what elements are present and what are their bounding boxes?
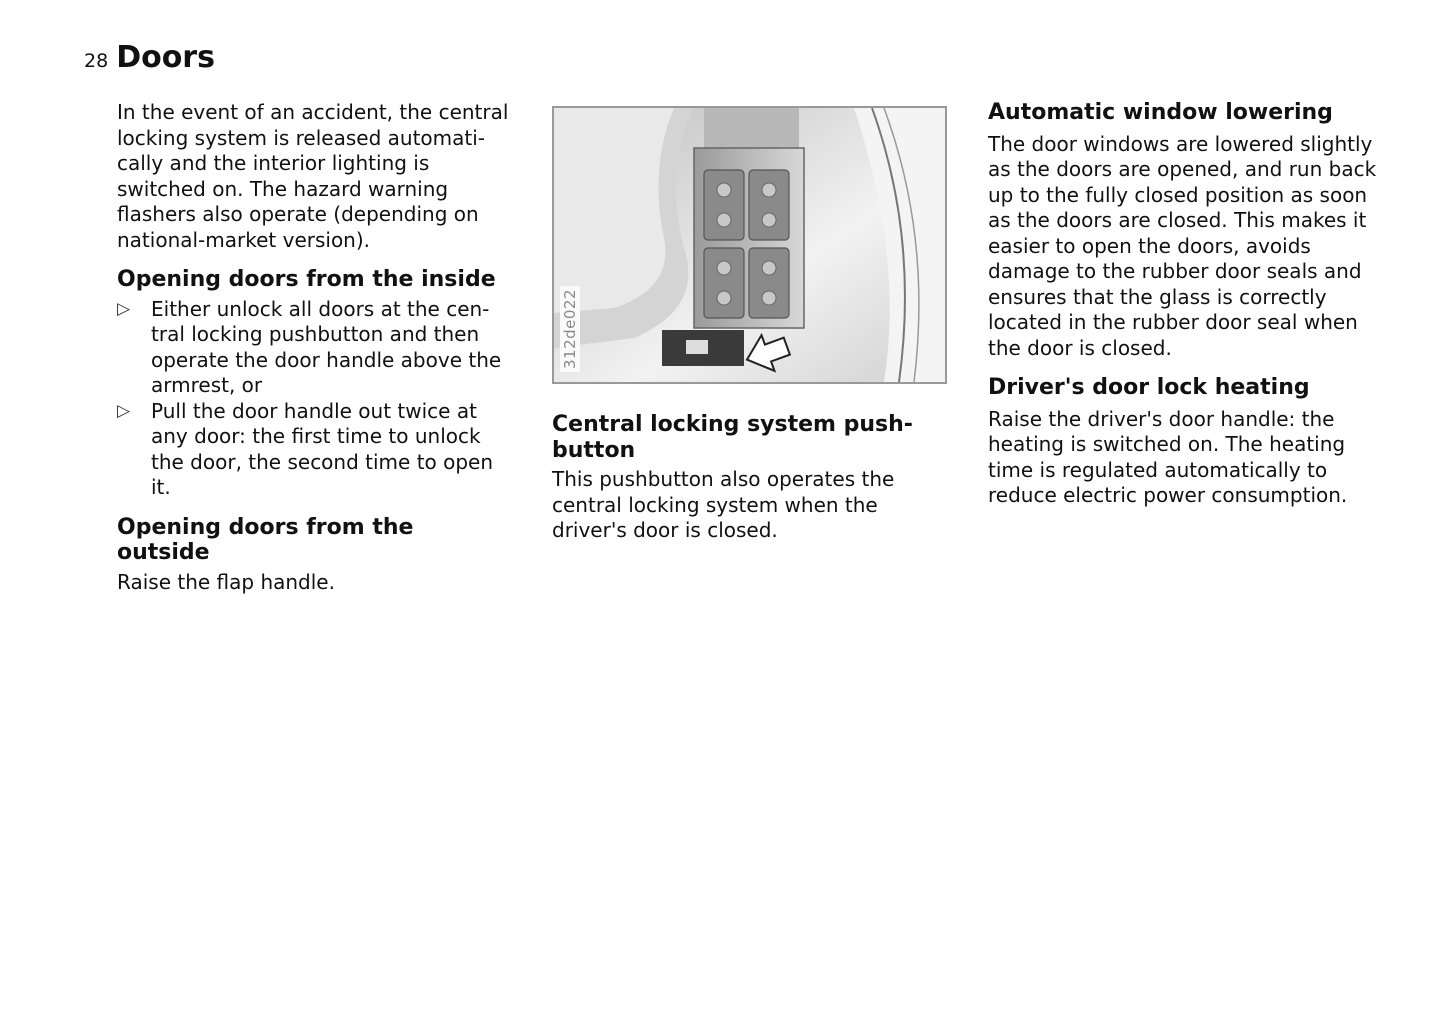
triangle-right-icon: ▷ xyxy=(117,298,131,319)
triangle-right-icon: ▷ xyxy=(117,400,131,421)
column-middle xyxy=(552,106,947,544)
heading-opening-outside: Opening doors from the outside xyxy=(117,514,414,565)
page-title: Doors xyxy=(116,40,215,75)
list-item xyxy=(117,399,512,501)
door-panel-drawing xyxy=(554,108,945,382)
inside-steps-list xyxy=(117,297,512,501)
page-header xyxy=(84,40,215,75)
column-right xyxy=(988,100,1383,509)
heading-central-locking-pushbutton: Central locking system push-button xyxy=(552,412,913,463)
intro-paragraph: In the event of an accident, the central locking system is released automati-cally and the interior lighting is switched on. The hazard warning flashers also operate (depending on national-market version). xyxy=(117,100,509,252)
lockheat-paragraph: Raise the driver's door handle: the heating is switched on. The heating time is regulated automatically to reduce electric power consumption. xyxy=(988,406,1348,507)
outside-paragraph: Raise the flap handle. xyxy=(117,569,335,594)
list-item-text: Pull the door handle out twice at any door: the first time to unlock the door, the second time to open it. xyxy=(151,398,494,499)
figure-code: 312de022 xyxy=(560,286,580,372)
heading-opening-inside: Opening doors from the inside xyxy=(117,267,496,292)
door-switch-illustration xyxy=(552,106,947,384)
list-item-text: Either unlock all doors at the cen-tral locking pushbutton and then operate the door handle above the armrest, or xyxy=(151,296,502,397)
page-number: 28 xyxy=(84,50,109,72)
column-left xyxy=(117,100,512,595)
heading-door-lock-heating: Driver's door lock heating xyxy=(988,375,1310,400)
list-item xyxy=(117,297,512,399)
pushbutton-paragraph: This pushbutton also operates the central locking system when the driver's door is closed. xyxy=(552,467,895,542)
heading-automatic-window-lowering: Automatic window lowering xyxy=(988,100,1333,125)
window-paragraph: The door windows are lowered slightly as the doors are opened, and run back up to the fully closed position as soon as the doors are closed. This makes it easier to open the doors, avoids damage to the rubber door seals and ensures that the glass is correctly located in the rubber door seal when the door is closed. xyxy=(988,131,1377,360)
